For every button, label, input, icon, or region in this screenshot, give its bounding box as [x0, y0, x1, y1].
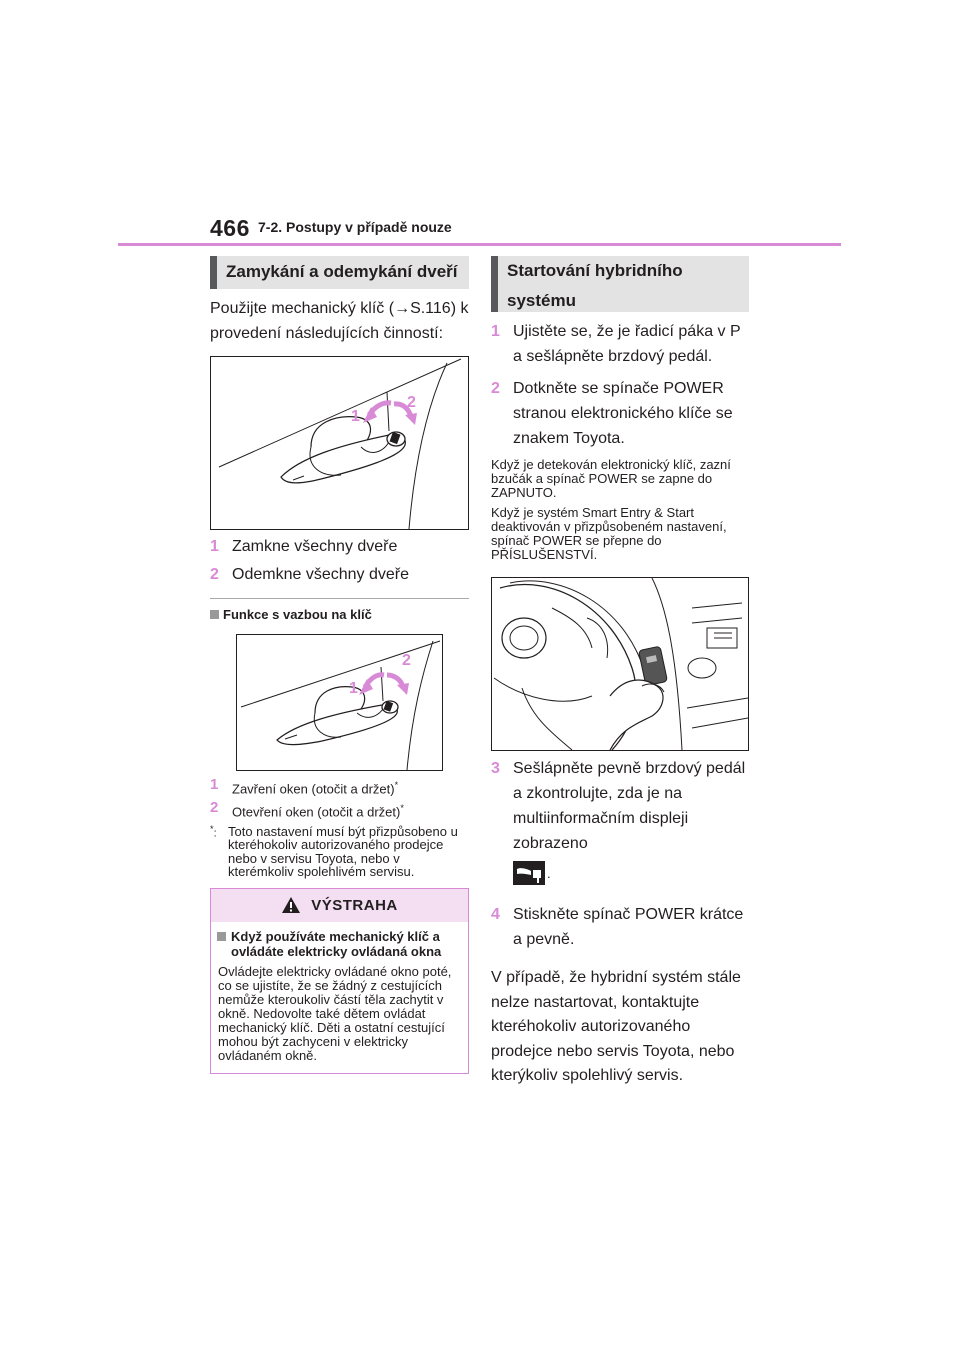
step-press-power: [491, 902, 749, 952]
intro-text: Použijte mechanický klíč (→S.116) k provedení následujících činností:: [210, 300, 469, 342]
figure2-label-1: 1: [349, 680, 358, 697]
section-title-starting: Startování hybridního systému: [491, 256, 749, 312]
steering-wheel-drawing: [492, 578, 748, 750]
step-lock-all: [210, 534, 469, 559]
door-handle-illustration: [210, 356, 469, 530]
footnote-text: Toto nastavení musí být přizpůsobeno u kteréhokoliv autorizovaného prodejce nebo v servisu Toyota, nebo v kterémkoliv spolehlivém servisu.: [228, 823, 458, 880]
step-unlock-all: [210, 562, 469, 587]
warning-box: [210, 888, 469, 1074]
step-shift-p: [491, 319, 749, 369]
step-open-windows: [210, 799, 469, 821]
closing-text: V případě, že hybridní systém stále nelze nastartovat, kontaktujte kteréhokoliv autorizovaného prodejce nebo servis Toyota, nebo kterýkoliv spolehlivý servis.: [491, 969, 741, 1084]
step-number: 1: [210, 538, 219, 555]
chapter-title: 7-2. Postupy v případě nouze: [258, 219, 452, 235]
square-bullet-icon: [217, 932, 226, 941]
window-key-drawing: [237, 635, 442, 770]
step-text: Zavření oken (otočit a držet)*: [232, 780, 399, 797]
step-close-windows: [210, 776, 469, 798]
footnote-marker: *:: [210, 823, 217, 840]
figure1-label-1: 1: [351, 408, 360, 425]
footnote: [210, 825, 469, 879]
subsection-title: Funkce s vazbou na klíč: [223, 607, 372, 622]
square-bullet-icon: [210, 610, 219, 619]
window-key-illustration: [236, 634, 443, 771]
warning-label: VÝSTRAHA: [311, 896, 398, 914]
note-smart-entry: Když je systém Smart Entry & Start deaktivován v přizpůsobeném nastavení, spínač POWER se přepne do PŘÍSLUŠENSTVÍ.: [491, 505, 727, 562]
step-number: 1: [491, 323, 500, 340]
step-text: Otevření oken (otočit a držet)*: [232, 803, 404, 820]
step-text: Odemkne všechny dveře: [232, 566, 409, 583]
step-text: Dotkněte se spínače POWER stranou elektronického klíče se znakem Toyota.: [513, 380, 733, 447]
door-handle-drawing: [211, 357, 468, 529]
indicator-row: [491, 858, 749, 888]
step-text: Stiskněte spínač POWER krátce a pevně.: [513, 906, 744, 948]
subsection-key-linked: [210, 607, 469, 622]
step-press-brake: [491, 756, 749, 856]
figure2-label-2: 2: [402, 652, 411, 669]
right-column: [491, 256, 749, 1089]
step-number: 2: [210, 799, 219, 817]
step-number: 4: [491, 906, 500, 923]
warning-triangle-icon: [281, 896, 301, 914]
step-number: 2: [210, 566, 219, 583]
warning-title: Když používáte mechanický klíč a ovládáte elektricky ovládaná okna: [211, 922, 468, 959]
page-number: 466: [210, 215, 250, 241]
figure1-label-2: 2: [407, 394, 416, 411]
indicator-period: .: [547, 865, 551, 881]
step-text: Zamkne všechny dveře: [232, 538, 398, 555]
brake-indicator-icon: [513, 861, 545, 885]
left-column: [210, 256, 469, 1074]
warning-body: Ovládejte elektricky ovládané okno poté, co se ujistíte, že se žádný z cestujících nemůže kteroukoliv částí těla zachytit v okně. Nedovolte také dětem ovládat mechanický klíč. Děti a ostatní cestující mohou být zachyceni v elektricky ovládaném okně.: [218, 963, 452, 1063]
step-number: 3: [491, 760, 500, 777]
step-touch-power: [491, 376, 749, 451]
note-key-detected: Když je detekován elektronický klíč, zazní bzučák a spínač POWER se zapne do ZAPNUTO.: [491, 457, 731, 500]
section-title-locking: Zamykání a odemykání dveří: [210, 256, 469, 289]
warning-header: [211, 889, 468, 922]
power-switch-illustration: [491, 577, 749, 751]
divider: [210, 598, 469, 599]
step-number: 2: [491, 380, 500, 397]
step-text: Ujistěte se, že je řadicí páka v P a sešlápněte brzdový pedál.: [513, 323, 741, 365]
header-rule: [118, 243, 841, 246]
step-text: Sešlápněte pevně brzdový pedál a zkontrolujte, zda je na multiinformačním displeji zobrazeno: [513, 760, 746, 852]
step-number: 1: [210, 776, 219, 793]
